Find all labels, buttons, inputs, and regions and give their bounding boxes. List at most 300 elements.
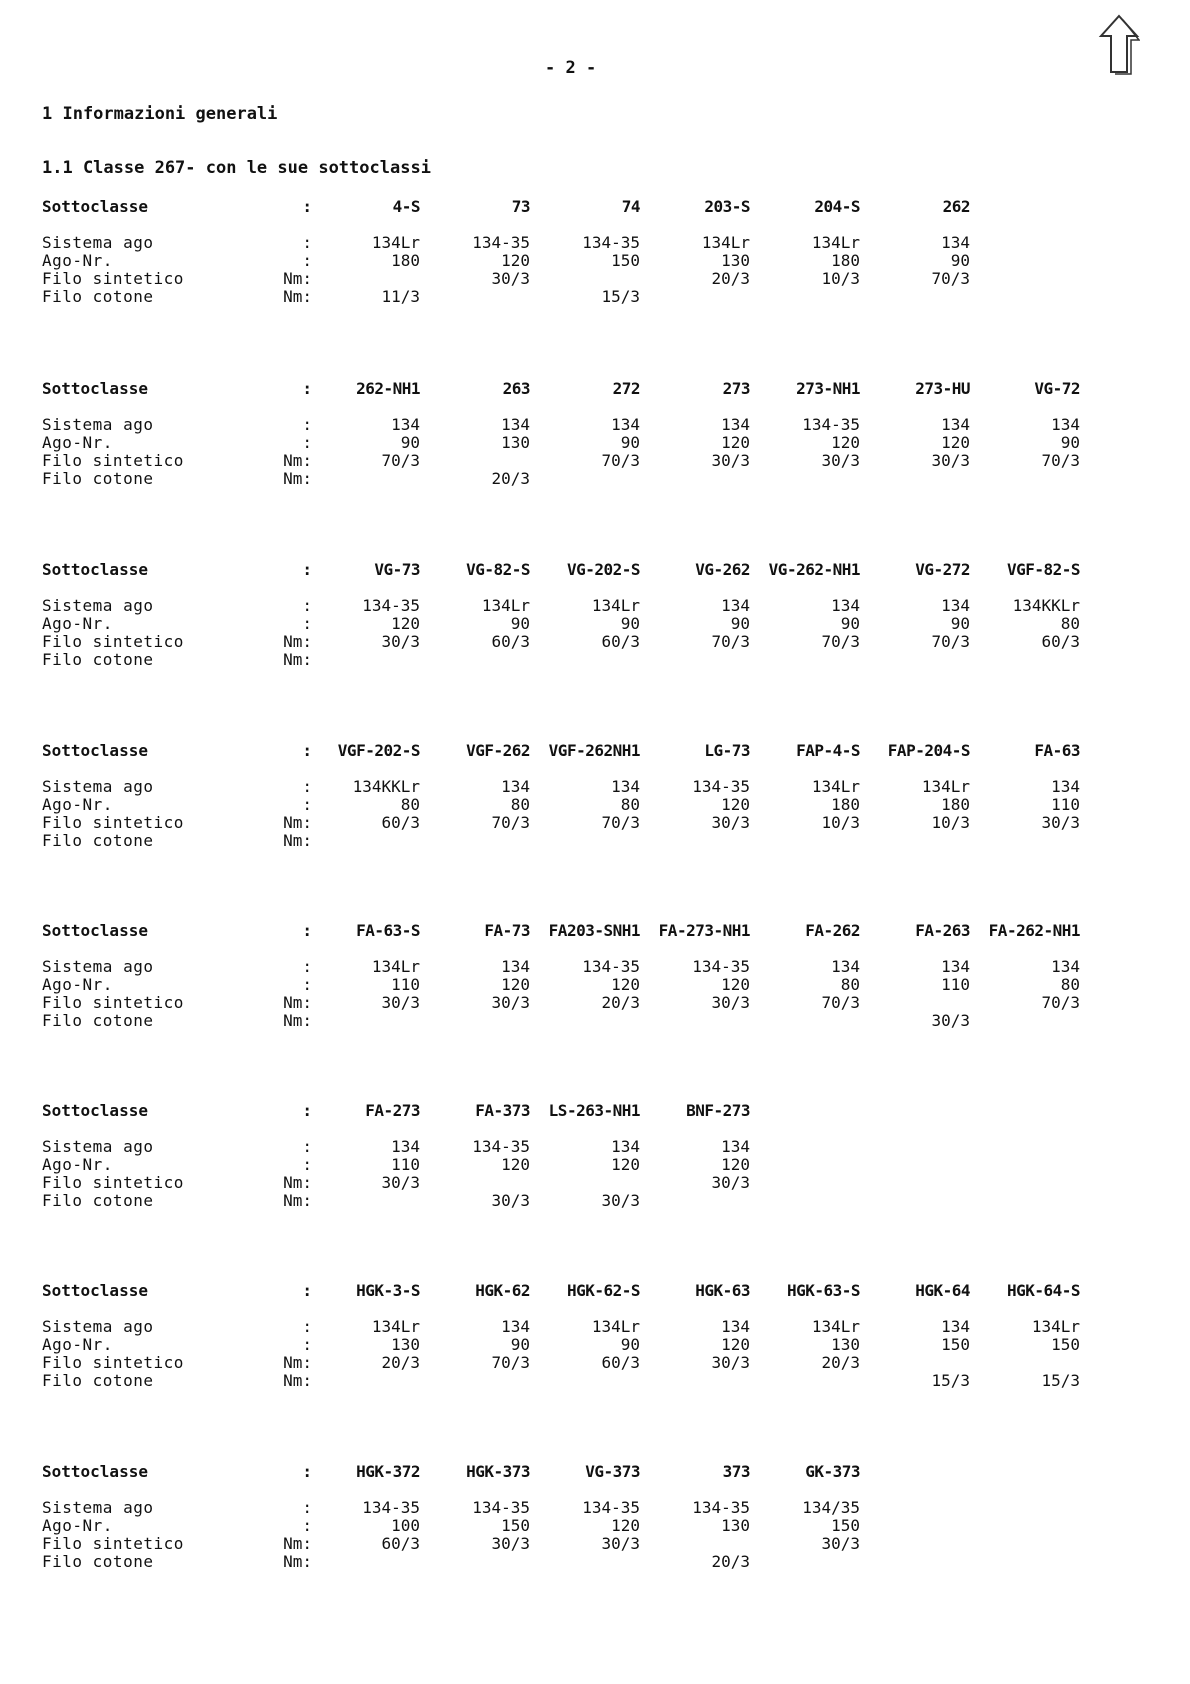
needle-number-value: 120 xyxy=(721,433,750,452)
needle-system-value: 134Lr xyxy=(591,596,640,615)
synthetic-thread-row xyxy=(0,1534,1190,1552)
synthetic-thread-label: Filo sintetico xyxy=(42,269,184,288)
needle-system-row xyxy=(0,777,1190,795)
needle-system-value: 134Lr xyxy=(811,1317,860,1336)
needle-system-label: Sistema ago xyxy=(42,596,154,615)
subclass-value: 203-S xyxy=(704,197,750,216)
synthetic-thread-value: 30/3 xyxy=(711,993,750,1012)
needle-system-value: 134/35 xyxy=(802,1498,860,1517)
synthetic-thread-value: 70/3 xyxy=(711,632,750,651)
subclass-value: LS-263-NH1 xyxy=(548,1101,640,1120)
needle-system-label: Sistema ago xyxy=(42,415,154,434)
needle-number-row xyxy=(0,1335,1190,1353)
synthetic-thread-value: 30/3 xyxy=(711,813,750,832)
needle-number-value: 120 xyxy=(501,1155,530,1174)
needle-number-value: 90 xyxy=(620,433,640,452)
needle-system-value: 134 xyxy=(501,777,530,796)
needle-system-value: 134-35 xyxy=(692,1498,750,1517)
needle-system-separator: : xyxy=(302,957,312,976)
subclass-value: 373 xyxy=(722,1462,750,1481)
needle-number-value: 150 xyxy=(941,1335,970,1354)
synthetic-thread-label: Filo sintetico xyxy=(42,813,184,832)
synthetic-thread-value: 70/3 xyxy=(491,1353,530,1372)
needle-system-value: 134-35 xyxy=(472,233,530,252)
subclass-row xyxy=(0,1101,1190,1119)
needle-number-value: 90 xyxy=(620,614,640,633)
subclass-block xyxy=(0,1101,1190,1221)
needle-system-row xyxy=(0,415,1190,433)
synthetic-thread-separator: Nm: xyxy=(283,269,312,288)
needle-number-separator: : xyxy=(302,614,312,633)
synthetic-thread-value: 60/3 xyxy=(601,1353,640,1372)
subclass-value: HGK-373 xyxy=(466,1462,530,1481)
needle-number-value: 130 xyxy=(721,251,750,270)
needle-number-label: Ago-Nr. xyxy=(42,251,113,270)
needle-system-value: 134-35 xyxy=(362,596,420,615)
needle-system-value: 134Lr xyxy=(701,233,750,252)
synthetic-thread-separator: Nm: xyxy=(283,451,312,470)
subclass-value: 272 xyxy=(612,379,640,398)
subclass-value: VGF-202-S xyxy=(337,741,420,760)
needle-number-value: 120 xyxy=(501,975,530,994)
synthetic-thread-value: 70/3 xyxy=(601,813,640,832)
needle-system-value: 134 xyxy=(831,957,860,976)
needle-system-label: Sistema ago xyxy=(42,777,154,796)
synthetic-thread-value: 30/3 xyxy=(821,1534,860,1553)
needle-system-row xyxy=(0,1137,1190,1155)
needle-number-value: 100 xyxy=(391,1516,420,1535)
needle-system-row xyxy=(0,1498,1190,1516)
needle-system-value: 134 xyxy=(721,1317,750,1336)
needle-system-value: 134 xyxy=(941,233,970,252)
subclass-block xyxy=(0,379,1190,499)
needle-system-separator: : xyxy=(302,777,312,796)
synthetic-thread-value: 20/3 xyxy=(381,1353,420,1372)
subclass-row xyxy=(0,560,1190,578)
cotton-thread-value: 30/3 xyxy=(491,1191,530,1210)
subclass-separator: : xyxy=(302,560,312,579)
needle-number-value: 90 xyxy=(730,614,750,633)
subclass-value: FAP-4-S xyxy=(796,741,860,760)
needle-system-value: 134-35 xyxy=(472,1498,530,1517)
needle-number-value: 120 xyxy=(941,433,970,452)
synthetic-thread-value: 30/3 xyxy=(491,1534,530,1553)
synthetic-thread-value: 70/3 xyxy=(381,451,420,470)
subclass-value: FA-273 xyxy=(365,1101,420,1120)
subclass-block xyxy=(0,741,1190,861)
synthetic-thread-separator: Nm: xyxy=(283,813,312,832)
subclass-value: HGK-62-S xyxy=(566,1281,640,1300)
subclass-row xyxy=(0,197,1190,215)
needle-system-value: 134 xyxy=(721,596,750,615)
needle-number-value: 80 xyxy=(510,795,530,814)
subclass-value: BNF-273 xyxy=(686,1101,750,1120)
subclass-value: FA-73 xyxy=(484,921,530,940)
needle-number-value: 120 xyxy=(831,433,860,452)
synthetic-thread-value: 70/3 xyxy=(601,451,640,470)
synthetic-thread-value: 70/3 xyxy=(491,813,530,832)
subclass-label: Sottoclasse xyxy=(42,1462,148,1481)
subclass-value: HGK-62 xyxy=(475,1281,530,1300)
subsection-heading: 1.1 Classe 267- con le sue sottoclassi xyxy=(42,158,431,178)
needle-system-value: 134 xyxy=(1051,415,1080,434)
synthetic-thread-separator: Nm: xyxy=(283,993,312,1012)
subclass-value: VG-202-S xyxy=(566,560,640,579)
needle-number-value: 120 xyxy=(721,975,750,994)
needle-number-label: Ago-Nr. xyxy=(42,1516,113,1535)
needle-system-value: 134 xyxy=(501,957,530,976)
needle-number-value: 180 xyxy=(831,795,860,814)
needle-number-value: 120 xyxy=(611,975,640,994)
needle-number-value: 120 xyxy=(501,251,530,270)
subclass-value: FA-262 xyxy=(805,921,860,940)
subclass-value: GK-373 xyxy=(805,1462,860,1481)
needle-system-row xyxy=(0,596,1190,614)
needle-system-value: 134-35 xyxy=(692,777,750,796)
cotton-thread-value: 30/3 xyxy=(931,1011,970,1030)
subclass-value: VGF-82-S xyxy=(1006,560,1080,579)
needle-number-value: 180 xyxy=(941,795,970,814)
cotton-thread-label: Filo cotone xyxy=(42,1011,154,1030)
subclass-value: 273-NH1 xyxy=(796,379,860,398)
subclass-value: FA-63 xyxy=(1034,741,1080,760)
needle-system-value: 134-35 xyxy=(692,957,750,976)
needle-system-value: 134-35 xyxy=(582,1498,640,1517)
needle-system-value: 134 xyxy=(611,777,640,796)
needle-system-value: 134 xyxy=(941,957,970,976)
needle-number-value: 120 xyxy=(611,1516,640,1535)
needle-system-label: Sistema ago xyxy=(42,1317,154,1336)
needle-number-value: 120 xyxy=(611,1155,640,1174)
synthetic-thread-value: 30/3 xyxy=(381,993,420,1012)
cotton-thread-separator: Nm: xyxy=(283,1011,312,1030)
needle-system-value: 134 xyxy=(501,415,530,434)
needle-system-separator: : xyxy=(302,1317,312,1336)
needle-number-row xyxy=(0,1155,1190,1173)
cotton-thread-value: 30/3 xyxy=(601,1191,640,1210)
subclass-value: HGK-3-S xyxy=(356,1281,420,1300)
needle-system-value: 134 xyxy=(831,596,860,615)
cotton-thread-value: 15/3 xyxy=(1041,1371,1080,1390)
synthetic-thread-value: 10/3 xyxy=(821,813,860,832)
synthetic-thread-value: 30/3 xyxy=(1041,813,1080,832)
needle-number-row xyxy=(0,975,1190,993)
synthetic-thread-value: 60/3 xyxy=(491,632,530,651)
needle-system-value: 134 xyxy=(941,596,970,615)
needle-number-value: 80 xyxy=(620,795,640,814)
subclass-row xyxy=(0,379,1190,397)
needle-number-value: 90 xyxy=(510,1335,530,1354)
needle-number-value: 80 xyxy=(1060,975,1080,994)
subclass-separator: : xyxy=(302,741,312,760)
needle-number-value: 130 xyxy=(391,1335,420,1354)
subclass-block xyxy=(0,1281,1190,1401)
needle-number-value: 120 xyxy=(721,1335,750,1354)
needle-number-value: 80 xyxy=(840,975,860,994)
needle-number-value: 90 xyxy=(950,251,970,270)
needle-system-separator: : xyxy=(302,415,312,434)
subclass-separator: : xyxy=(302,921,312,940)
subclass-value: FA-63-S xyxy=(356,921,420,940)
synthetic-thread-separator: Nm: xyxy=(283,632,312,651)
subclass-value: 263 xyxy=(502,379,530,398)
needle-number-value: 90 xyxy=(950,614,970,633)
subclass-label: Sottoclasse xyxy=(42,1281,148,1300)
synthetic-thread-label: Filo sintetico xyxy=(42,451,184,470)
cotton-thread-row xyxy=(0,1011,1190,1029)
synthetic-thread-value: 30/3 xyxy=(601,1534,640,1553)
section-heading: 1 Informazioni generali xyxy=(42,104,278,124)
page-number: - 2 - xyxy=(545,58,597,78)
synthetic-thread-value: 60/3 xyxy=(1041,632,1080,651)
synthetic-thread-value: 30/3 xyxy=(711,451,750,470)
synthetic-thread-value: 30/3 xyxy=(491,269,530,288)
synthetic-thread-value: 20/3 xyxy=(601,993,640,1012)
synthetic-thread-value: 30/3 xyxy=(821,451,860,470)
needle-system-row xyxy=(0,957,1190,975)
synthetic-thread-label: Filo sintetico xyxy=(42,993,184,1012)
synthetic-thread-value: 30/3 xyxy=(711,1173,750,1192)
subclass-separator: : xyxy=(302,379,312,398)
needle-system-value: 134-35 xyxy=(362,1498,420,1517)
needle-number-value: 110 xyxy=(1051,795,1080,814)
needle-number-row xyxy=(0,433,1190,451)
up-arrow-icon[interactable] xyxy=(1098,14,1140,76)
needle-system-value: 134Lr xyxy=(811,777,860,796)
needle-system-value: 134KKLr xyxy=(1012,596,1080,615)
subclass-block xyxy=(0,197,1190,317)
needle-system-value: 134-35 xyxy=(802,415,860,434)
needle-number-separator: : xyxy=(302,1155,312,1174)
needle-number-row xyxy=(0,614,1190,632)
needle-system-value: 134 xyxy=(1051,957,1080,976)
synthetic-thread-label: Filo sintetico xyxy=(42,632,184,651)
needle-system-value: 134 xyxy=(1051,777,1080,796)
synthetic-thread-row xyxy=(0,1173,1190,1191)
subclass-value: FA-263 xyxy=(915,921,970,940)
subclass-separator: : xyxy=(302,197,312,216)
needle-number-value: 80 xyxy=(1060,614,1080,633)
needle-system-value: 134Lr xyxy=(371,957,420,976)
needle-number-value: 130 xyxy=(831,1335,860,1354)
needle-system-separator: : xyxy=(302,1498,312,1517)
needle-system-label: Sistema ago xyxy=(42,233,154,252)
needle-number-separator: : xyxy=(302,251,312,270)
needle-system-value: 134Lr xyxy=(371,233,420,252)
cotton-thread-value: 15/3 xyxy=(931,1371,970,1390)
subclass-value: 4-S xyxy=(392,197,420,216)
subclass-label: Sottoclasse xyxy=(42,560,148,579)
synthetic-thread-row xyxy=(0,993,1190,1011)
subclass-value: 262 xyxy=(942,197,970,216)
needle-number-value: 120 xyxy=(391,614,420,633)
needle-system-value: 134 xyxy=(391,415,420,434)
synthetic-thread-label: Filo sintetico xyxy=(42,1534,184,1553)
needle-number-value: 180 xyxy=(831,251,860,270)
cotton-thread-separator: Nm: xyxy=(283,469,312,488)
subclass-label: Sottoclasse xyxy=(42,379,148,398)
subclass-value: 262-NH1 xyxy=(356,379,420,398)
synthetic-thread-value: 20/3 xyxy=(711,269,750,288)
needle-system-value: 134 xyxy=(721,1137,750,1156)
synthetic-thread-value: 70/3 xyxy=(931,269,970,288)
needle-system-separator: : xyxy=(302,233,312,252)
cotton-thread-separator: Nm: xyxy=(283,287,312,306)
needle-system-label: Sistema ago xyxy=(42,1498,154,1517)
synthetic-thread-value: 60/3 xyxy=(381,813,420,832)
cotton-thread-row xyxy=(0,1552,1190,1570)
subclass-value: FA-373 xyxy=(475,1101,530,1120)
subclass-value: VG-272 xyxy=(915,560,970,579)
subclass-value: HGK-372 xyxy=(356,1462,420,1481)
synthetic-thread-value: 70/3 xyxy=(931,632,970,651)
synthetic-thread-row xyxy=(0,813,1190,831)
cotton-thread-value: 20/3 xyxy=(711,1552,750,1571)
needle-number-value: 120 xyxy=(721,795,750,814)
synthetic-thread-value: 20/3 xyxy=(821,1353,860,1372)
synthetic-thread-separator: Nm: xyxy=(283,1534,312,1553)
needle-number-value: 110 xyxy=(941,975,970,994)
synthetic-thread-label: Filo sintetico xyxy=(42,1173,184,1192)
cotton-thread-separator: Nm: xyxy=(283,1552,312,1571)
cotton-thread-separator: Nm: xyxy=(283,650,312,669)
synthetic-thread-value: 30/3 xyxy=(931,451,970,470)
subclass-block xyxy=(0,1462,1190,1582)
needle-number-value: 130 xyxy=(721,1516,750,1535)
synthetic-thread-value: 10/3 xyxy=(821,269,860,288)
cotton-thread-label: Filo cotone xyxy=(42,287,154,306)
needle-system-value: 134 xyxy=(721,415,750,434)
needle-number-separator: : xyxy=(302,433,312,452)
needle-system-value: 134-35 xyxy=(582,957,640,976)
subclass-value: FA-273-NH1 xyxy=(658,921,750,940)
subclass-row xyxy=(0,921,1190,939)
cotton-thread-value: 11/3 xyxy=(381,287,420,306)
needle-system-label: Sistema ago xyxy=(42,957,154,976)
subclass-value: VGF-262NH1 xyxy=(548,741,640,760)
cotton-thread-separator: Nm: xyxy=(283,831,312,850)
needle-number-value: 150 xyxy=(1051,1335,1080,1354)
cotton-thread-row xyxy=(0,650,1190,668)
cotton-thread-label: Filo cotone xyxy=(42,650,154,669)
subclass-value: HGK-63-S xyxy=(786,1281,860,1300)
needle-system-value: 134 xyxy=(391,1137,420,1156)
needle-number-value: 80 xyxy=(400,795,420,814)
needle-number-value: 90 xyxy=(1060,433,1080,452)
cotton-thread-label: Filo cotone xyxy=(42,831,154,850)
needle-number-value: 110 xyxy=(391,1155,420,1174)
needle-system-value: 134Lr xyxy=(591,1317,640,1336)
needle-system-value: 134Lr xyxy=(811,233,860,252)
synthetic-thread-value: 60/3 xyxy=(601,632,640,651)
needle-system-value: 134Lr xyxy=(921,777,970,796)
cotton-thread-label: Filo cotone xyxy=(42,1371,154,1390)
needle-number-value: 90 xyxy=(840,614,860,633)
needle-number-label: Ago-Nr. xyxy=(42,1155,113,1174)
synthetic-thread-separator: Nm: xyxy=(283,1353,312,1372)
synthetic-thread-row xyxy=(0,632,1190,650)
needle-number-separator: : xyxy=(302,975,312,994)
subclass-row xyxy=(0,1281,1190,1299)
cotton-thread-separator: Nm: xyxy=(283,1191,312,1210)
synthetic-thread-row xyxy=(0,451,1190,469)
cotton-thread-row xyxy=(0,287,1190,305)
needle-number-row xyxy=(0,251,1190,269)
needle-system-label: Sistema ago xyxy=(42,1137,154,1156)
cotton-thread-label: Filo cotone xyxy=(42,469,154,488)
subclass-value: FA-262-NH1 xyxy=(988,921,1080,940)
needle-system-separator: : xyxy=(302,596,312,615)
cotton-thread-label: Filo cotone xyxy=(42,1552,154,1571)
subclass-value: FAP-204-S xyxy=(887,741,970,760)
synthetic-thread-value: 70/3 xyxy=(821,993,860,1012)
synthetic-thread-value: 30/3 xyxy=(381,1173,420,1192)
needle-number-value: 180 xyxy=(391,251,420,270)
needle-number-value: 150 xyxy=(831,1516,860,1535)
needle-number-row xyxy=(0,795,1190,813)
subclass-row xyxy=(0,1462,1190,1480)
subclass-value: 273-HU xyxy=(915,379,970,398)
needle-number-value: 120 xyxy=(721,1155,750,1174)
synthetic-thread-value: 30/3 xyxy=(711,1353,750,1372)
subclass-value: VG-262-NH1 xyxy=(768,560,860,579)
subclass-block xyxy=(0,921,1190,1041)
needle-system-value: 134KKLr xyxy=(352,777,420,796)
synthetic-thread-value: 70/3 xyxy=(821,632,860,651)
subclass-value: 74 xyxy=(621,197,640,216)
needle-system-value: 134 xyxy=(611,1137,640,1156)
subclass-value: LG-73 xyxy=(704,741,750,760)
subclass-value: VG-73 xyxy=(374,560,420,579)
synthetic-thread-value: 70/3 xyxy=(1041,993,1080,1012)
synthetic-thread-value: 70/3 xyxy=(1041,451,1080,470)
needle-system-value: 134 xyxy=(941,1317,970,1336)
cotton-thread-row xyxy=(0,831,1190,849)
needle-number-label: Ago-Nr. xyxy=(42,614,113,633)
subclass-value: VG-82-S xyxy=(466,560,530,579)
needle-number-value: 110 xyxy=(391,975,420,994)
subclass-value: 204-S xyxy=(814,197,860,216)
needle-system-row xyxy=(0,233,1190,251)
needle-system-row xyxy=(0,1317,1190,1335)
subclass-label: Sottoclasse xyxy=(42,197,148,216)
subclass-value: VG-373 xyxy=(585,1462,640,1481)
subclass-label: Sottoclasse xyxy=(42,1101,148,1120)
needle-system-value: 134 xyxy=(941,415,970,434)
needle-number-label: Ago-Nr. xyxy=(42,795,113,814)
needle-number-separator: : xyxy=(302,1335,312,1354)
needle-number-separator: : xyxy=(302,1516,312,1535)
synthetic-thread-row xyxy=(0,1353,1190,1371)
subclass-value: HGK-63 xyxy=(695,1281,750,1300)
synthetic-thread-value: 30/3 xyxy=(491,993,530,1012)
subclass-label: Sottoclasse xyxy=(42,741,148,760)
needle-number-value: 150 xyxy=(611,251,640,270)
subclass-value: 73 xyxy=(511,197,530,216)
synthetic-thread-value: 10/3 xyxy=(931,813,970,832)
needle-number-separator: : xyxy=(302,795,312,814)
synthetic-thread-value: 60/3 xyxy=(381,1534,420,1553)
needle-system-value: 134Lr xyxy=(1031,1317,1080,1336)
needle-system-value: 134 xyxy=(501,1317,530,1336)
synthetic-thread-label: Filo sintetico xyxy=(42,1353,184,1372)
synthetic-thread-separator: Nm: xyxy=(283,1173,312,1192)
synthetic-thread-value: 30/3 xyxy=(381,632,420,651)
needle-system-value: 134Lr xyxy=(481,596,530,615)
subclass-separator: : xyxy=(302,1462,312,1481)
subclass-value: HGK-64 xyxy=(915,1281,970,1300)
needle-number-value: 90 xyxy=(620,1335,640,1354)
